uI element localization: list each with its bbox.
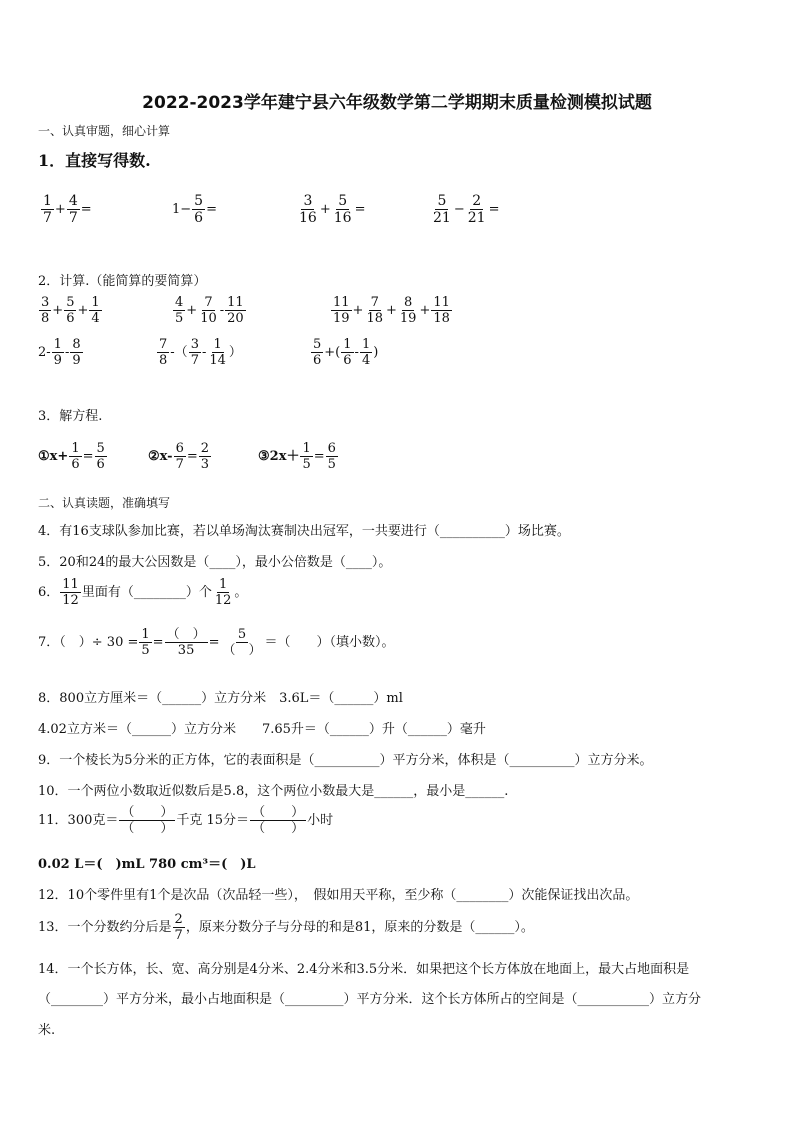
question-3-label: 3．解方程. (38, 409, 103, 424)
question-14-line-3: 米. (38, 1023, 56, 1038)
question-1-label (38, 148, 151, 171)
q3-equation-1: ①x+ $\frac{1}{6}$ = $\frac{5}{6}$ (38, 441, 105, 472)
question-1-text: 1．直接写得数. (38, 151, 151, 170)
q3-equation-3: ③2x＋ $\frac{1}{5}$ = $\frac{6}{5}$ (258, 441, 336, 472)
fraction: $\frac{1}{7}$ (43, 193, 52, 226)
question-6: 6． $\frac{11}{12}$ 里面有（________）个 $\frac{1}{12}$ 。 (38, 577, 248, 608)
question-7: 7．（ ）÷ 30 = $\frac{1}{5}$ = $\frac{( )}{35}$ = $\frac{5}{( )}$ ＝（ ）（填小数）。 (38, 627, 395, 658)
fraction: $\frac{2}{21}$ (467, 193, 486, 226)
question-12: 12．10个零件里有1个是次品（次品轻一些）， 假如用天平称，至少称（________）次能保证找出次品。 (38, 888, 639, 903)
section-heading-2: 二、认真读题，准确填写 (38, 496, 171, 510)
question-8-part-1: 8．800立方厘米＝（______）立方分米 3.6L＝（______）ml (38, 691, 403, 706)
question-5: 5．20和24的最大公因数是（____），最小公倍数是（____）。 (38, 555, 392, 570)
q2-expr-2: $\frac{4}{5}$ + $\frac{7}{10}$ - $\frac{11}{20}$ (175, 295, 244, 326)
question-11-part-2: 0.02 L＝( )mL 780 cm³＝( )L (38, 857, 256, 872)
question-8-part-2: 4.02立方米＝（______）立方分米 7.65升＝（______）升（______）毫升 (38, 722, 486, 737)
q2-expr-6: $\frac{5}{6}$ +( $\frac{1}{6}$ - $\frac{1}{4}$ ) (313, 337, 379, 368)
question-11: 11．300克＝ $\frac{( )}{( )}$ 千克 15分＝ $\frac{( )}{( )}$ 小时 (38, 805, 334, 836)
q1-item-1: $\frac{1}{7}$ + $\frac{4}{7}$ = (43, 193, 92, 226)
q2-expr-3: $\frac{11}{19}$ + $\frac{7}{18}$ + $\frac{8}{19}$ + $\frac{11}{18}$ (333, 295, 450, 326)
page-title: 2022-2023学年建宁县六年级数学第二学期期末质量检测模拟试题 (142, 93, 652, 113)
fraction: $\frac{5}{16}$ (333, 193, 352, 226)
q2-expr-1: $\frac{3}{8}$ + $\frac{5}{6}$ + $\frac{1}{4}$ (41, 295, 100, 326)
q2-expr-5: $\frac{7}{8}$ -（ $\frac{3}{7}$ - $\frac{1}{14}$ ） (159, 337, 242, 368)
question-13: 13．一个分数约分后是 $\frac{2}{7}$ ，原来分数分子与分母的和是81，原来的分数是（______）。 (38, 912, 534, 943)
question-14-line-2: （________）平方分米，最小占地面积是（_________）平方分米．这个长方体所占的空间是（___________）立方分 (38, 992, 702, 1007)
fraction: $\frac{5}{21}$ (433, 193, 451, 226)
q1-item-4: $\frac{5}{21}$ − $\frac{2}{21}$ = (433, 193, 500, 226)
q3-equation-2: ②x- $\frac{6}{7}$ = $\frac{2}{3}$ (148, 441, 210, 472)
question-4: 4．有16支球队参加比赛，若以单场淘汰赛制决出冠军，一共要进行（__________）场比赛。 (38, 524, 570, 539)
fraction: $\frac{5}{6}$ (194, 193, 204, 226)
question-10: 10．一个两位小数取近似数后是5.8，这个两位小数最大是______，最小是______. (38, 784, 509, 799)
question-9: 9．一个棱长为5分米的正方体，它的表面积是（__________）平方分米，体积是（__________）立方分米。 (38, 753, 653, 768)
question-14-line-1: 14．一个长方体，长、宽、高分别是4分米、2.4分米和3.5分米．如果把这个长方体放在地面上，最大占地面积是 (38, 962, 690, 977)
q2-expr-4: 2- $\frac{1}{9}$ - $\frac{8}{9}$ (38, 337, 81, 368)
q1-item-3: $\frac{3}{16}$ + $\frac{5}{16}$ = (299, 193, 366, 226)
section-heading-1: 一、认真审题，细心计算 (38, 124, 171, 138)
fraction: $\frac{4}{7}$ (68, 193, 78, 226)
q1-item-2: 1− $\frac{5}{6}$ = (172, 193, 217, 226)
question-2-label: 2．计算.（能简算的要简算） (38, 274, 207, 289)
fraction: $\frac{3}{16}$ (299, 193, 317, 226)
